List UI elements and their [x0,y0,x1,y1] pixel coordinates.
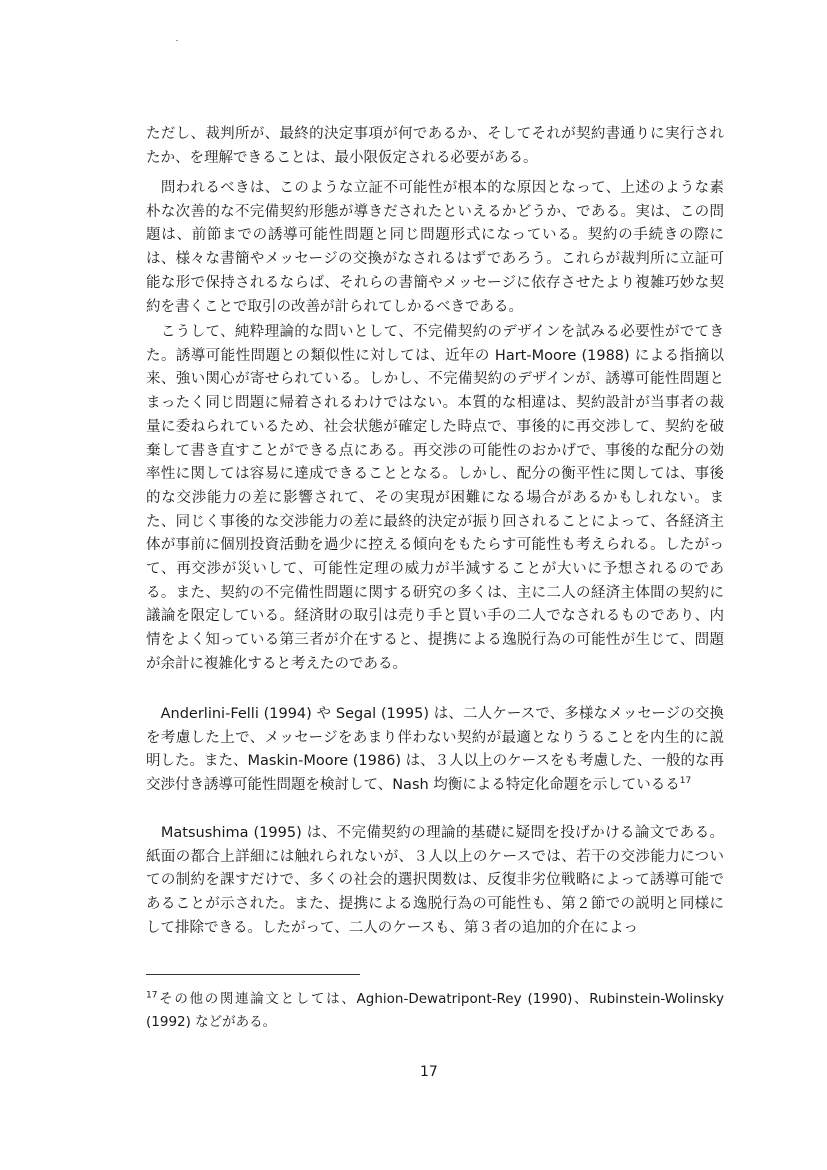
footnote-divider [146,974,360,975]
footnote-marker: 17 [146,990,158,1001]
page-number: 17 [420,1064,438,1080]
paragraph-4-text: Anderlini-Felli (1994) や Segal (1995) は、二人ケースで、多様なメッセージの交換を考慮した上で、メッセージをあまり伴わない契約が最適となりうることを内生的に説明した。また、Maskin-Moore (1986) は、３人以上のケースをも考慮した、一般的な再交渉付き誘導可能性問題を検討して、Nash 均衡による特定化命題を示している [146,706,724,794]
paragraph-2: 問われるべきは、このような立証不可能性が根本的な原因となって、上述のような素朴な次善的な不完備契約形態が導きだされたといえるかどうか、である。実は、この問題は、前節までの誘導可能性問題と同じ問題形式になっている。契約の手続きの際には、様々な書簡やメッセージの交換がなされるはずであろう。これらが裁判所に立証可能な形で保持されるならば、それらの書簡やメッセージに依存させたより複雑巧妙な契約を書くことで取引の改善が計られてしかるべきである。 [146,180,724,315]
scan-speck [176,40,178,41]
footnote-text: その他の関連論文としては、Aghion-Dewatripont-Rey (1990)、Rubinstein-Wolinsky (1992) などがある。 [146,991,724,1030]
paragraph-1: ただし、裁判所が、最終的決定事項が何であるか、そしてそれが契約書通りに実行されたか、を理解できることは、最小限仮定される必要がある。 [146,126,724,166]
paragraph-5: Matsushima (1995) は、不完備契約の理論的基礎に疑問を投げかける論文である。紙面の都合上詳細には触れられないが、３人以上のケースでは、若干の交渉能力についての制約を課すだけで、多くの社会的選択関数は、反復非劣位戦略によって誘導可能であることが示された。また、提携による逸脱行為の可能性も、第２節での説明と同様にして排除できる。したがって、二人のケースも、第３者の追加的介在によっ [146,825,724,936]
paragraph-3: こうして、純粋理論的な問いとして、不完備契約のデザインを試みる必要性がでてきた。誘導可能性問題との類似性に対しては、近年の Hart-Moore (1988) による指摘以来、強い関心が寄せられている。しかし、不完備契約のデザインが、誘導可能性問題とまったく同じ問題に帰着されるわけではない。本質的な相違は、契約設計が当事者の裁量に委ねられているため、社会状態が確定した時点で、事後的に再交渉して、契約を破棄して書き直すことができる点にある。再交渉の可能性のおかげで、事後的な配分の効率性に関しては容易に達成できることとなる。しかし、配分の衡平性に関しては、事後的な交渉能力の差に影響されて、その実現が困難になる場合があるかもしれない。また、同じく事後的な交渉能力の差に最終的決定が振り回されることによって、各経済主体が事前に個別投資活動を過少に控える傾向をもたらす可能性も考えられる。したがって、再交渉が災いして、可能性定理の威力が半減することが大いに予想されるのである。また、契約の不完備性問題に関する研究の多くは、主に二人の経済主体間の契約に議論を限定している。経済財の取引は売り手と買い手の二人でなされるものであり、内情をよく知っている第三者が介在すると、提携による逸脱行為の可能性が生じて、問題が余計に複雑化すると考えたのである。 [146,324,724,672]
paragraph-4-suffix: る [665,777,680,794]
footnote [146,988,724,1034]
footnote-reference[interactable]: 17 [679,776,692,787]
paragraph-4 [146,703,724,823]
